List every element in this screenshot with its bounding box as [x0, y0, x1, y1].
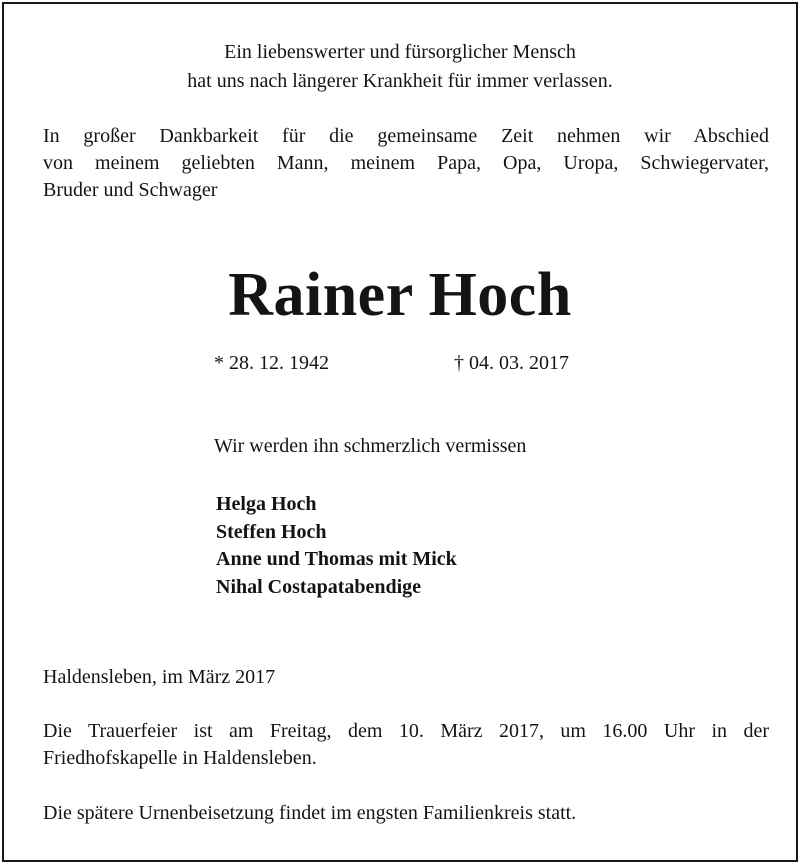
- farewell-line: In großer Dankbarkeit für die gemeinsame Zeit nehmen wir Abschied: [43, 125, 769, 147]
- funeral-line: Friedhofskapelle in Haldensleben.: [43, 747, 317, 769]
- mourner-name: Nihal Costapatabendige: [216, 575, 422, 598]
- farewell-line: Bruder und Schwager: [43, 179, 218, 201]
- urn-text: Die spätere Urnenbeisetzung findet im engsten Familienkreis statt.: [43, 802, 577, 824]
- farewell-line: von meinem geliebten Mann, meinem Papa, Opa, Uropa, Schwiegervater,: [43, 152, 769, 174]
- obituary-notice: [2, 2, 798, 862]
- place-date: Haldensleben, im März 2017: [43, 666, 276, 688]
- mourner-name: Steffen Hoch: [216, 520, 327, 543]
- funeral-paragraph: [43, 718, 769, 772]
- deceased-name: Rainer Hoch: [228, 261, 572, 329]
- mourner-name: Helga Hoch: [216, 493, 317, 515]
- intro-line: hat uns nach längerer Krankheit für immer verlassen.: [187, 70, 613, 92]
- miss-text: Wir werden ihn schmerzlich vermissen: [214, 435, 527, 457]
- mourners-list: [216, 491, 457, 601]
- intro-line: Ein liebenswerter und fürsorglicher Mensch: [224, 41, 576, 63]
- intro-text: [4, 38, 796, 96]
- birth-date: * 28. 12. 1942: [214, 352, 329, 374]
- death-date: † 04. 03. 2017: [454, 352, 569, 374]
- funeral-line: Die Trauerfeier ist am Freitag, dem 10. März 2017, um 16.00 Uhr in der: [43, 720, 769, 742]
- mourner-name: Anne und Thomas mit Mick: [216, 548, 457, 570]
- farewell-paragraph: [43, 123, 769, 204]
